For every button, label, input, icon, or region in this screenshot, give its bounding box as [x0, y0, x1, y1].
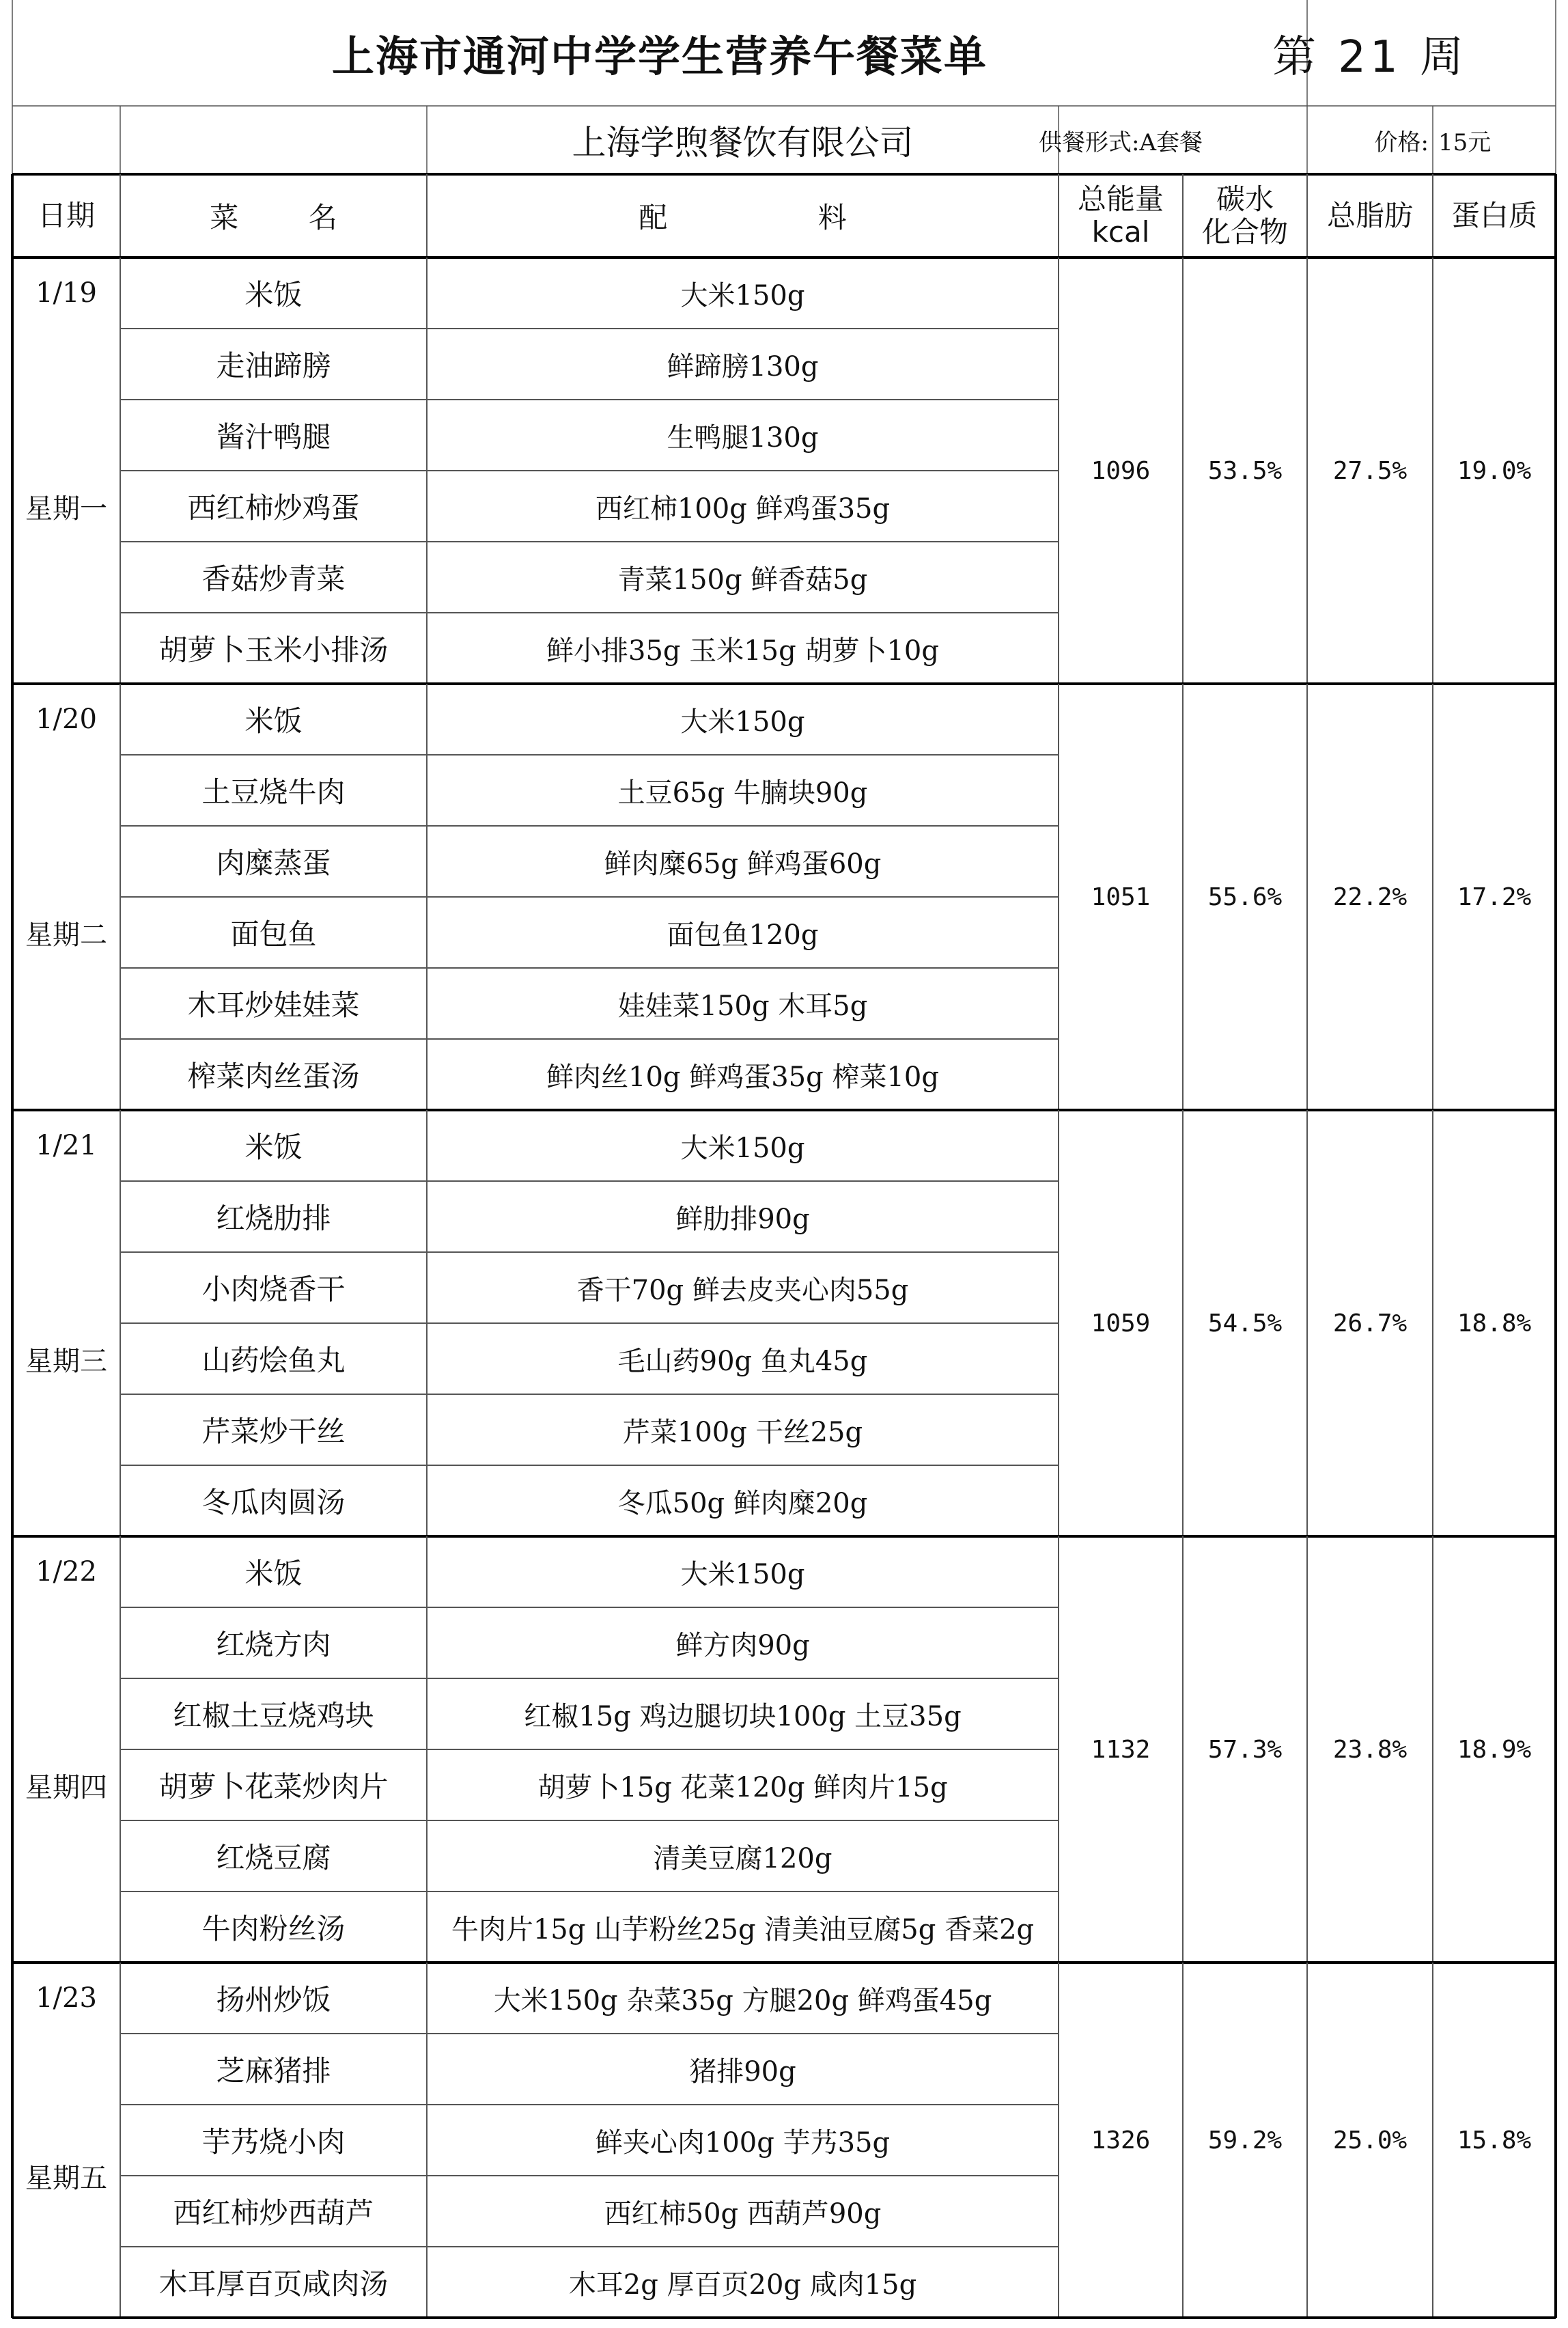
carbs-value: 53.5% [1207, 456, 1283, 485]
dish-ingredients: 大米150g [680, 279, 805, 311]
column-header-carbs-line2: 化合物 [1201, 215, 1288, 249]
column-header-fat: 总脂肪 [1326, 198, 1413, 232]
price-label: 价格: [1374, 128, 1429, 156]
dish-ingredients: 大米150g [680, 1558, 805, 1590]
dish-ingredients: 生鸭腿130g [667, 421, 819, 454]
price-value: 15元 [1438, 128, 1492, 156]
dish-name: 冬瓜肉圆汤 [201, 1486, 346, 1519]
dish-ingredients: 鲜肉糜65g 鲜鸡蛋60g [604, 848, 882, 880]
dish-ingredients: 西红柿50g 西葫芦90g [604, 2198, 882, 2230]
dish-name: 红烧肋排 [216, 1202, 331, 1235]
dish-ingredients: 香干70g 鲜去皮夹心肉55g [576, 1274, 909, 1306]
day-weekday: 星期四 [25, 1771, 107, 1803]
dish-name: 香菇炒青菜 [201, 562, 346, 596]
day-weekday: 星期二 [25, 919, 107, 951]
week-label: 第 21 周 [1272, 31, 1468, 83]
day-weekday: 星期五 [25, 2162, 107, 2194]
dish-name: 榨菜肉丝蛋汤 [187, 1059, 360, 1093]
dish-name: 牛肉粉丝汤 [201, 1912, 346, 1945]
dish-name: 木耳炒娃娃菜 [187, 988, 360, 1022]
protein-value: 19.0% [1457, 456, 1532, 485]
dish-ingredients: 面包鱼120g [667, 919, 819, 951]
day-weekday: 星期一 [25, 493, 107, 525]
dish-name: 肉糜蒸蛋 [216, 846, 331, 880]
column-header-carbs [1183, 174, 1307, 258]
dish-name: 西红柿炒西葫芦 [173, 2196, 374, 2230]
energy-value: 1051 [1091, 883, 1151, 911]
dish-ingredients: 冬瓜50g 鲜肉糜20g [617, 1487, 868, 1519]
protein-value: 18.8% [1457, 1309, 1532, 1338]
fat-value: 23.8% [1332, 1735, 1408, 1764]
dish-ingredients: 清美豆腐120g [653, 1842, 832, 1874]
dish-ingredients: 鲜小排35g 玉米15g 胡萝卜10g [546, 635, 939, 667]
day-date: 1/23 [36, 1982, 97, 2014]
fat-value: 27.5% [1332, 456, 1408, 485]
dish-ingredients: 牛肉片15g 山芋粉丝25g 清美油豆腐5g 香菜2g [451, 1913, 1035, 1945]
dish-name: 走油蹄膀 [216, 349, 331, 383]
protein-value: 15.8% [1457, 2126, 1532, 2154]
dish-name: 胡萝卜花菜炒肉片 [158, 1770, 389, 1803]
column-header-dish-name-part1: 菜 [210, 201, 239, 234]
day-date: 1/20 [36, 704, 97, 735]
dish-name: 扬州炒饭 [216, 1983, 331, 2017]
column-header-ingredients [427, 174, 1059, 258]
fat-value: 22.2% [1332, 883, 1408, 911]
column-header-energy-line1: 总能量 [1077, 182, 1164, 216]
carbs-value: 55.6% [1207, 883, 1283, 911]
column-header-energy [1059, 174, 1183, 258]
energy-value: 1326 [1091, 2126, 1151, 2154]
protein-value: 18.9% [1457, 1735, 1532, 1764]
day-date: 1/22 [36, 1556, 97, 1588]
dish-ingredients: 鲜蹄膀130g [667, 350, 819, 383]
dish-name: 红烧豆腐 [216, 1841, 331, 1874]
day-date: 1/21 [36, 1130, 97, 1161]
dish-ingredients: 鲜肋排90g [675, 1203, 810, 1235]
dish-name: 米饭 [244, 278, 303, 311]
dish-name: 米饭 [244, 704, 303, 738]
company-name: 上海学煦餐饮有限公司 [572, 123, 914, 163]
dish-ingredients: 芹菜100g 干丝25g [622, 1416, 863, 1448]
dish-name: 土豆烧牛肉 [201, 775, 346, 809]
dish-name: 面包鱼 [230, 917, 317, 951]
dish-ingredients: 大米150g [680, 706, 805, 738]
dish-ingredients: 大米150g 杂菜35g 方腿20g 鲜鸡蛋45g [493, 1984, 992, 2017]
dish-name: 米饭 [244, 1131, 303, 1164]
page-title: 上海市通河中学学生营养午餐菜单 [331, 31, 988, 81]
column-header-date: 日期 [37, 198, 95, 232]
column-header-dish-name-part2: 名 [308, 201, 337, 234]
dish-name: 小肉烧香干 [201, 1273, 346, 1306]
service-type: 供餐形式:A套餐 [1039, 128, 1203, 156]
dish-ingredients: 大米150g [680, 1132, 805, 1164]
dish-name: 木耳厚百页咸肉汤 [158, 2267, 389, 2301]
dish-name: 芹菜炒干丝 [201, 1415, 346, 1448]
dish-ingredients: 木耳2g 厚百页20g 咸肉15g [568, 2269, 917, 2301]
column-header-carbs-line1: 碳水 [1216, 182, 1274, 216]
energy-value: 1096 [1091, 456, 1151, 485]
dish-ingredients: 红椒15g 鸡边腿切块100g 土豆35g [524, 1700, 962, 1732]
fat-value: 26.7% [1332, 1309, 1408, 1338]
dish-name: 胡萝卜玉米小排汤 [158, 633, 389, 667]
dish-ingredients: 鲜肉丝10g 鲜鸡蛋35g 榨菜10g [546, 1061, 939, 1093]
column-header-dish-name [120, 174, 427, 258]
dish-name: 西红柿炒鸡蛋 [187, 491, 360, 525]
carbs-value: 59.2% [1207, 2126, 1283, 2154]
dish-name: 红椒土豆烧鸡块 [173, 1699, 374, 1732]
column-header-ingredients-part1: 配 [639, 201, 668, 234]
dish-ingredients: 鲜方肉90g [675, 1629, 810, 1661]
fat-value: 25.0% [1332, 2126, 1408, 2154]
day-date: 1/19 [36, 277, 97, 309]
dish-ingredients: 鲜夹心肉100g 芋艿35g [595, 2126, 891, 2159]
protein-value: 17.2% [1457, 883, 1532, 911]
column-header-ingredients-part2: 料 [817, 201, 847, 234]
dish-ingredients: 青菜150g 鲜香菇5g [617, 564, 868, 596]
dish-name: 米饭 [244, 1557, 303, 1590]
energy-value: 1132 [1091, 1735, 1151, 1764]
column-header-energy-line2: kcal [1091, 215, 1150, 249]
dish-name: 红烧方肉 [216, 1628, 331, 1661]
dish-ingredients: 土豆65g 牛腩块90g [617, 777, 868, 809]
column-header-protein: 蛋白质 [1451, 198, 1537, 232]
dish-name: 山药烩鱼丸 [201, 1344, 346, 1377]
dish-name: 酱汁鸭腿 [216, 420, 331, 454]
day-weekday: 星期三 [25, 1345, 107, 1377]
dish-name: 芝麻猪排 [216, 2054, 331, 2088]
dish-name: 芋艿烧小肉 [201, 2125, 346, 2159]
energy-value: 1059 [1091, 1309, 1151, 1338]
carbs-value: 54.5% [1207, 1309, 1283, 1338]
dish-ingredients: 娃娃菜150g 木耳5g [617, 990, 868, 1022]
carbs-value: 57.3% [1207, 1735, 1283, 1764]
dish-ingredients: 西红柿100g 鲜鸡蛋35g [595, 493, 891, 525]
dish-ingredients: 毛山药90g 鱼丸45g [617, 1345, 868, 1377]
dish-ingredients: 猪排90g [689, 2055, 796, 2088]
dish-ingredients: 胡萝卜15g 花菜120g 鲜肉片15g [537, 1771, 948, 1803]
